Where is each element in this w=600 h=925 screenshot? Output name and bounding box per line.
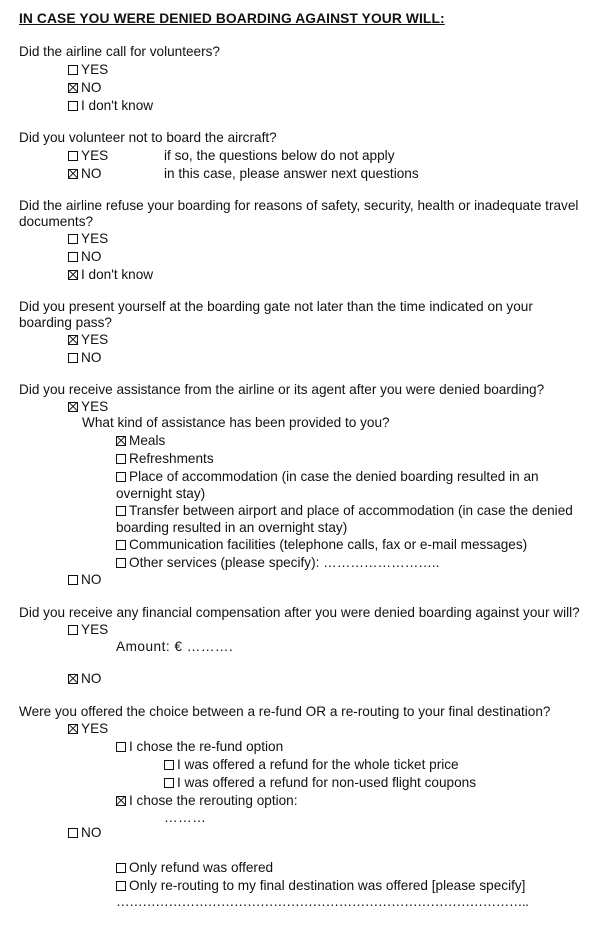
q5-option-transfer[interactable]: Transfer between airport and place of accommodation (in case the denied bbox=[116, 502, 573, 520]
q5-other-checkbox[interactable] bbox=[116, 558, 126, 568]
q5-option-refreshments[interactable]: Refreshments bbox=[116, 450, 214, 468]
q5-yes-checkbox[interactable] bbox=[68, 402, 78, 412]
q7-refund-checkbox[interactable] bbox=[116, 742, 126, 752]
q7-option-refund-whole[interactable]: I was offered a refund for the whole ticket price bbox=[164, 756, 459, 774]
q5-option-accommodation[interactable]: Place of accommodation (in case the denied boarding resulted in an bbox=[116, 468, 539, 486]
q6-option-no[interactable]: NO bbox=[68, 670, 101, 688]
q3-yes-checkbox[interactable] bbox=[68, 234, 78, 244]
q7-rerouting-field[interactable]: ……… bbox=[164, 810, 207, 825]
q1-dont-know-checkbox[interactable] bbox=[68, 101, 78, 111]
q7-option-only-refund[interactable]: Only refund was offered bbox=[116, 859, 273, 877]
q7-no-checkbox[interactable] bbox=[68, 828, 78, 838]
q5-option-meals[interactable]: Meals bbox=[116, 432, 165, 450]
q5-accommodation-checkbox[interactable] bbox=[116, 472, 126, 482]
q5-transfer-line2: boarding resulted in an overnight stay) bbox=[116, 520, 348, 535]
q6-option-yes[interactable]: YES bbox=[68, 621, 108, 639]
q3-question-line2: documents? bbox=[19, 214, 94, 229]
q3-option-yes[interactable]: YES bbox=[68, 230, 108, 248]
q3-no-checkbox[interactable] bbox=[68, 252, 78, 262]
q1-yes-checkbox[interactable] bbox=[68, 65, 78, 75]
q4-question-line1: Did you present yourself at the boarding gate not later than the time indicated on your bbox=[19, 299, 533, 314]
q7-refund-whole-checkbox[interactable] bbox=[164, 760, 174, 770]
q4-no-checkbox[interactable] bbox=[68, 353, 78, 363]
q6-yes-checkbox[interactable] bbox=[68, 625, 78, 635]
q4-option-no[interactable]: NO bbox=[68, 349, 101, 367]
q2-option-yes[interactable]: YES bbox=[68, 147, 108, 165]
q7-option-rerouting[interactable]: I chose the rerouting option: bbox=[116, 792, 298, 810]
q5-sub-question: What kind of assistance has been provided to you? bbox=[82, 415, 390, 430]
q1-no-checkbox[interactable] bbox=[68, 83, 78, 93]
q7-question: Were you offered the choice between a re-fund OR a re-routing to your final destination? bbox=[19, 704, 551, 719]
q5-option-other[interactable]: Other services (please specify): …………………….. bbox=[116, 554, 439, 572]
q7-only-rerouting-checkbox[interactable] bbox=[116, 881, 126, 891]
q2-yes-note: if so, the questions below do not apply bbox=[164, 148, 395, 163]
q5-option-no[interactable]: NO bbox=[68, 571, 101, 589]
q4-question-line2: boarding pass? bbox=[19, 315, 112, 330]
q7-rerouting-checkbox[interactable] bbox=[116, 796, 126, 806]
q5-question: Did you receive assistance from the airline or its agent after you were denied boarding? bbox=[19, 382, 545, 397]
q1-option-no[interactable]: NO bbox=[68, 79, 101, 97]
q5-meals-checkbox[interactable] bbox=[116, 436, 126, 446]
q5-communication-checkbox[interactable] bbox=[116, 540, 126, 550]
q5-refreshments-checkbox[interactable] bbox=[116, 454, 126, 464]
q7-option-refund[interactable]: I chose the re-fund option bbox=[116, 738, 283, 756]
q3-option-no[interactable]: NO bbox=[68, 248, 101, 266]
q4-option-yes[interactable]: YES bbox=[68, 331, 108, 349]
form-heading: IN CASE YOU WERE DENIED BOARDING AGAINST YOUR WILL: bbox=[19, 11, 445, 26]
q2-question: Did you volunteer not to board the aircraft? bbox=[19, 130, 277, 145]
q1-question: Did the airline call for volunteers? bbox=[19, 44, 220, 59]
q3-dont-know-checkbox[interactable] bbox=[68, 270, 78, 280]
q6-amount-field[interactable]: Amount: € ………. bbox=[116, 639, 234, 654]
q6-no-checkbox[interactable] bbox=[68, 674, 78, 684]
q1-option-dont-know[interactable]: I don't know bbox=[68, 97, 153, 115]
q7-option-only-rerouting[interactable]: Only re-routing to my final destination was offered [please specify] bbox=[116, 877, 525, 895]
q5-transfer-checkbox[interactable] bbox=[116, 506, 126, 516]
q7-option-no[interactable]: NO bbox=[68, 824, 101, 842]
q5-option-communication[interactable]: Communication facilities (telephone calls, fax or e-mail messages) bbox=[116, 536, 527, 554]
q5-accommodation-line2: overnight stay) bbox=[116, 486, 206, 501]
q2-no-note: in this case, please answer next questions bbox=[164, 166, 419, 181]
q3-question-line1: Did the airline refuse your boarding for reasons of safety, security, health or inadequate travel bbox=[19, 198, 579, 213]
q3-option-dont-know[interactable]: I don't know bbox=[68, 266, 153, 284]
q6-question: Did you receive any financial compensation after you were denied boarding against your will? bbox=[19, 605, 580, 620]
q7-specify-field[interactable]: ………………………………………………………………………………….. bbox=[116, 894, 529, 909]
q4-yes-checkbox[interactable] bbox=[68, 335, 78, 345]
q7-option-yes[interactable]: YES bbox=[68, 720, 108, 738]
q5-no-checkbox[interactable] bbox=[68, 575, 78, 585]
q7-yes-checkbox[interactable] bbox=[68, 724, 78, 734]
q1-option-yes[interactable]: YES bbox=[68, 61, 108, 79]
q7-refund-nonused-checkbox[interactable] bbox=[164, 778, 174, 788]
q2-yes-checkbox[interactable] bbox=[68, 151, 78, 161]
q7-only-refund-checkbox[interactable] bbox=[116, 863, 126, 873]
q7-option-refund-nonused[interactable]: I was offered a refund for non-used flight coupons bbox=[164, 774, 476, 792]
q2-no-checkbox[interactable] bbox=[68, 169, 78, 179]
q2-option-no[interactable]: NO bbox=[68, 165, 101, 183]
q5-option-yes[interactable]: YES bbox=[68, 398, 108, 416]
